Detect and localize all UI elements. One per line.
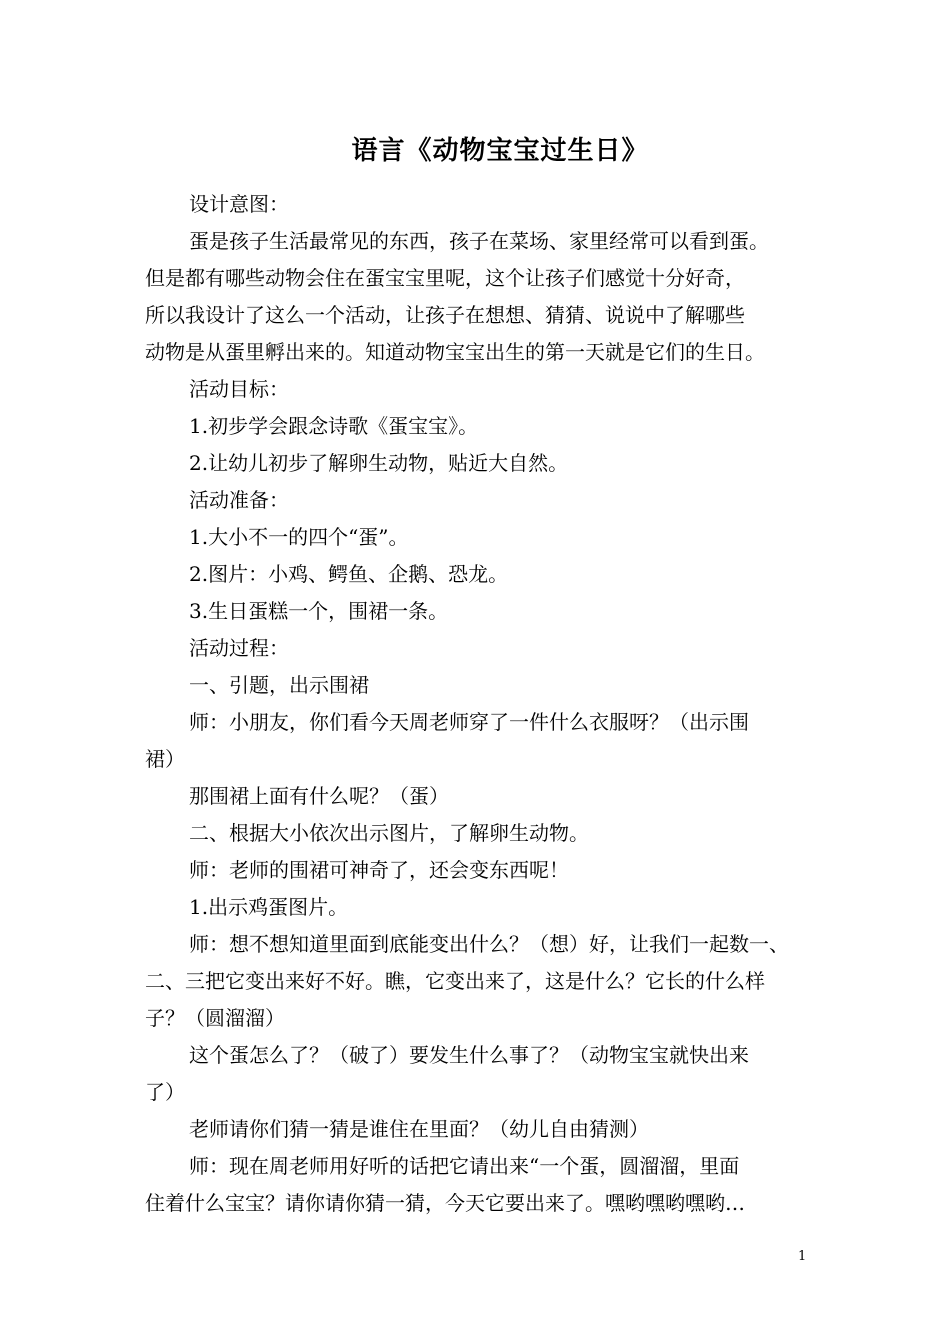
paragraph-line: 师：老师的围裙可神奇了，还会变东西呢！ (189, 858, 569, 882)
paragraph-line: 2.让幼儿初步了解卵生动物，贴近大自然。 (189, 451, 569, 475)
paragraph-line: 动物是从蛋里孵出来的。知道动物宝宝出生的第一天就是它们的生日。 (145, 340, 765, 364)
document-body (145, 186, 825, 1222)
document-title: 语言《动物宝宝过生日》 (351, 136, 649, 166)
paragraph-line: 师：小朋友，你们看今天周老师穿了一件什么衣服呀？（出示围 (189, 710, 749, 734)
paragraph-line: 二、三把它变出来好不好。瞧，它变出来了，这是什么？它长的什么样 (145, 969, 765, 993)
paragraph-line: 设计意图： (189, 192, 289, 216)
paragraph-line: 但是都有哪些动物会住在蛋宝宝里呢，这个让孩子们感觉十分好奇， (145, 266, 745, 290)
paragraph-line: 3.生日蛋糕一个，围裙一条。 (189, 599, 449, 623)
paragraph-line: 1.大小不一的四个“蛋”。 (189, 525, 409, 549)
paragraph-line: 活动准备： (189, 488, 289, 512)
paragraph-line: 活动目标： (189, 377, 289, 401)
page-number: 1 (798, 1249, 807, 1264)
paragraph-line: 住着什么宝宝？请你请你猜一猜，今天它要出来了。嘿哟嘿哟嘿哟… (145, 1191, 745, 1215)
paragraph-line: 1.出示鸡蛋图片。 (189, 895, 349, 919)
paragraph-line: 活动过程： (189, 636, 289, 660)
paragraph-line: 1.初步学会跟念诗歌《蛋宝宝》。 (189, 414, 479, 438)
paragraph-line: 子？（圆溜溜） (145, 1006, 285, 1030)
paragraph-line: 那围裙上面有什么呢？（蛋） (189, 784, 449, 808)
paragraph-line: 所以我设计了这么一个活动，让孩子在想想、猜猜、说说中了解哪些 (145, 303, 745, 327)
paragraph-line: 师：现在周老师用好听的话把它请出来“一个蛋，圆溜溜，里面 (189, 1154, 740, 1178)
paragraph-line: 裙） (145, 747, 185, 771)
paragraph-line: 这个蛋怎么了？（破了）要发生什么事了？（动物宝宝就快出来 (189, 1043, 749, 1067)
paragraph-line: 2.图片：小鸡、鳄鱼、企鹅、恐龙。 (189, 562, 509, 586)
paragraph-line: 师：想不想知道里面到底能变出什么？（想）好，让我们一起数一、 (189, 932, 789, 956)
paragraph-line: 了） (145, 1080, 185, 1104)
paragraph-line: 老师请你们猜一猜是谁住在里面？（幼儿自由猜测） (189, 1117, 649, 1141)
paragraph-line: 二、根据大小依次出示图片，了解卵生动物。 (189, 821, 589, 845)
paragraph-line: 蛋是孩子生活最常见的东西，孩子在菜场、家里经常可以看到蛋。 (189, 229, 769, 253)
paragraph-line: 一、引题，出示围裙 (189, 673, 369, 697)
